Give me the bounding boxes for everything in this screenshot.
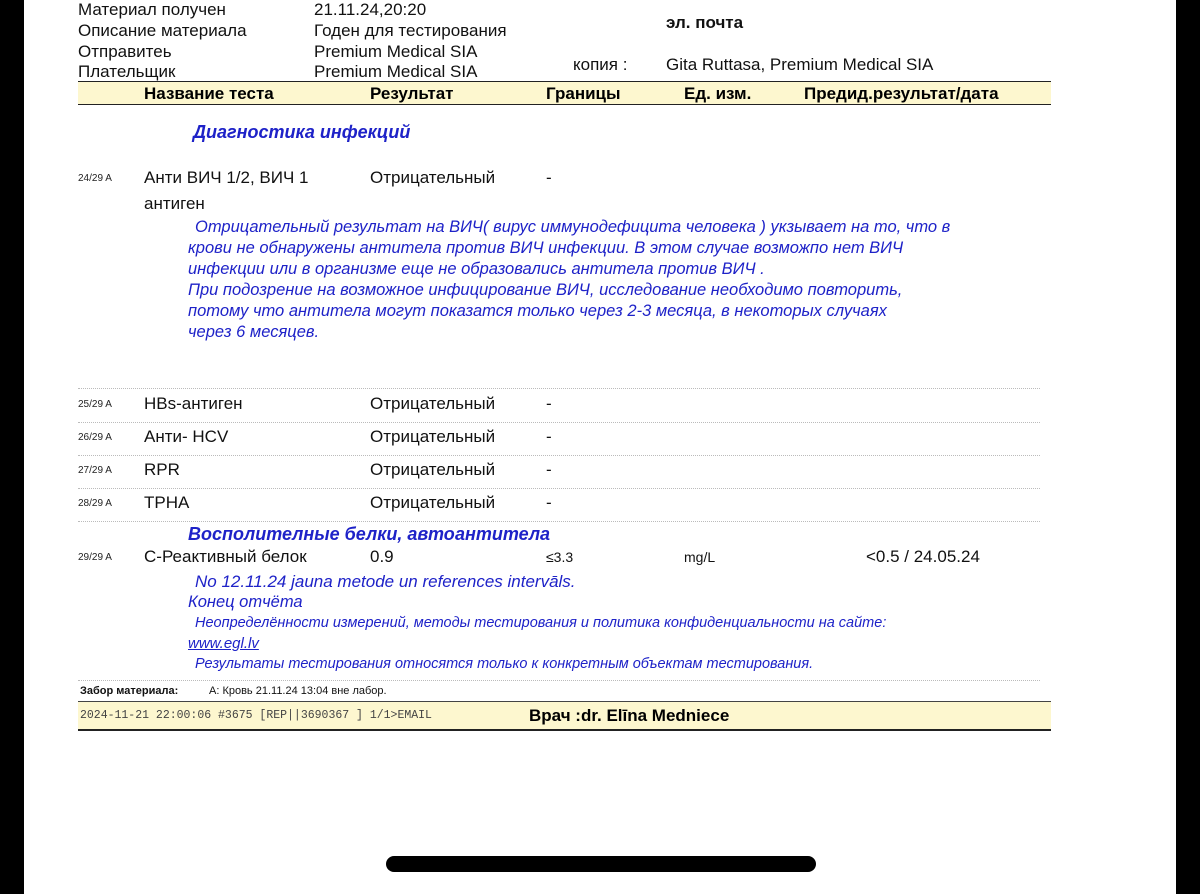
- row-divider: [78, 680, 1040, 681]
- copy-label: копия :: [573, 55, 628, 74]
- scope-note: Результаты тестирования относятся только к конкретным объектам тестирования.: [195, 656, 814, 672]
- hiv-note-line: Отрицательный результат на ВИЧ( вирус иммунодефицита человека ) укзывает на то, что в: [195, 218, 951, 236]
- row-divider: [78, 488, 1040, 489]
- row-divider: [78, 388, 1040, 389]
- test-result: Отрицательный: [370, 493, 496, 512]
- test-previous: <0.5 / 24.05.24: [866, 547, 980, 566]
- hiv-note-line: крови не обнаружены антитела против ВИЧ инфекции. В этом случае возможпо нет ВИЧ: [188, 239, 904, 257]
- test-result: Отрицательный: [370, 394, 496, 413]
- test-limits: -: [546, 493, 552, 512]
- row-divider: [78, 521, 1040, 522]
- received-label: Материал получен: [78, 0, 226, 19]
- test-name: HBs-антиген: [144, 394, 243, 413]
- sampling-label: Забор материала:: [80, 685, 179, 697]
- section-title-inflammatory: Восполителные белки, автоантитела: [188, 524, 551, 544]
- hiv-note-line: инфекции или в организме еще не образовались антитела против ВИЧ .: [188, 260, 765, 278]
- home-indicator[interactable]: [386, 856, 816, 872]
- header-limits: Границы: [546, 84, 621, 103]
- payer-value: Premium Medical SIA: [314, 62, 478, 81]
- test-units: mg/L: [684, 549, 716, 565]
- row-code: 25/29 A: [78, 399, 112, 410]
- description-label: Описание материала: [78, 21, 247, 40]
- header-units: Ед. изм.: [684, 84, 752, 103]
- end-of-report: Конец отчёта: [188, 593, 303, 611]
- test-limits: -: [546, 168, 552, 187]
- test-name: RPR: [144, 460, 180, 479]
- header-test-name: Название теста: [144, 84, 274, 103]
- received-value: 21.11.24,20:20: [314, 0, 427, 19]
- method-note: No 12.11.24 jauna metode un references intervāls.: [195, 572, 576, 591]
- test-name: С-Реактивный белок: [144, 547, 307, 566]
- row-code: 28/29 A: [78, 498, 112, 509]
- test-result: Отрицательный: [370, 427, 496, 446]
- hiv-note-line: потому что антитела могут показатся только через 2-3 месяца, в некоторых случаях: [188, 302, 887, 320]
- test-limits: ≤3.3: [546, 549, 574, 565]
- row-code: 29/29 A: [78, 552, 112, 563]
- copy-value: Gita Ruttasa, Premium Medical SIA: [666, 55, 934, 74]
- section-title-infections: Диагностика инфекций: [193, 122, 411, 142]
- test-result: Отрицательный: [370, 460, 496, 479]
- test-limits: -: [546, 427, 552, 446]
- doctor-signature: Врач :dr. Elīna Medniece: [529, 706, 730, 725]
- email-label: эл. почта: [666, 13, 744, 32]
- payer-label: Плательщик: [78, 62, 176, 81]
- header-result: Результат: [370, 84, 454, 103]
- row-code: 27/29 A: [78, 465, 112, 476]
- sender-label: Отправитеь: [78, 42, 172, 61]
- website-link[interactable]: www.egl.lv: [188, 635, 259, 652]
- sampling-value: A: Кровь 21.11.24 13:04 вне лабор.: [209, 685, 387, 697]
- test-limits: -: [546, 394, 552, 413]
- description-value: Годен для тестирования: [314, 21, 507, 40]
- test-limits: -: [546, 460, 552, 479]
- row-divider: [78, 422, 1040, 423]
- uncertainty-note: Неопределённости измерений, методы тестирования и политика конфиденциальности на сайте:: [195, 615, 887, 631]
- test-name: Анти- HCV: [144, 427, 229, 446]
- row-code: 24/29 A: [78, 173, 112, 184]
- row-code: 26/29 A: [78, 432, 112, 443]
- hiv-note-line: При подозрение на возможное инфицирование ВИЧ, исследование необходимо повторить,: [188, 281, 903, 299]
- header-previous: Предид.результат/дата: [804, 84, 999, 103]
- hiv-note-line: через 6 месяцев.: [188, 323, 320, 341]
- test-result: 0.9: [370, 547, 394, 566]
- row-divider: [78, 455, 1040, 456]
- test-name: Анти ВИЧ 1/2, ВИЧ 1: [144, 168, 309, 187]
- test-name: TPHA: [144, 493, 190, 512]
- system-line: 2024-11-21 22:00:06 #3675 [REP||3690367 ] 1/1>EMAIL: [80, 709, 432, 722]
- sender-value: Premium Medical SIA: [314, 42, 478, 61]
- test-result: Отрицательный: [370, 168, 496, 187]
- test-name-continued: антиген: [144, 194, 205, 213]
